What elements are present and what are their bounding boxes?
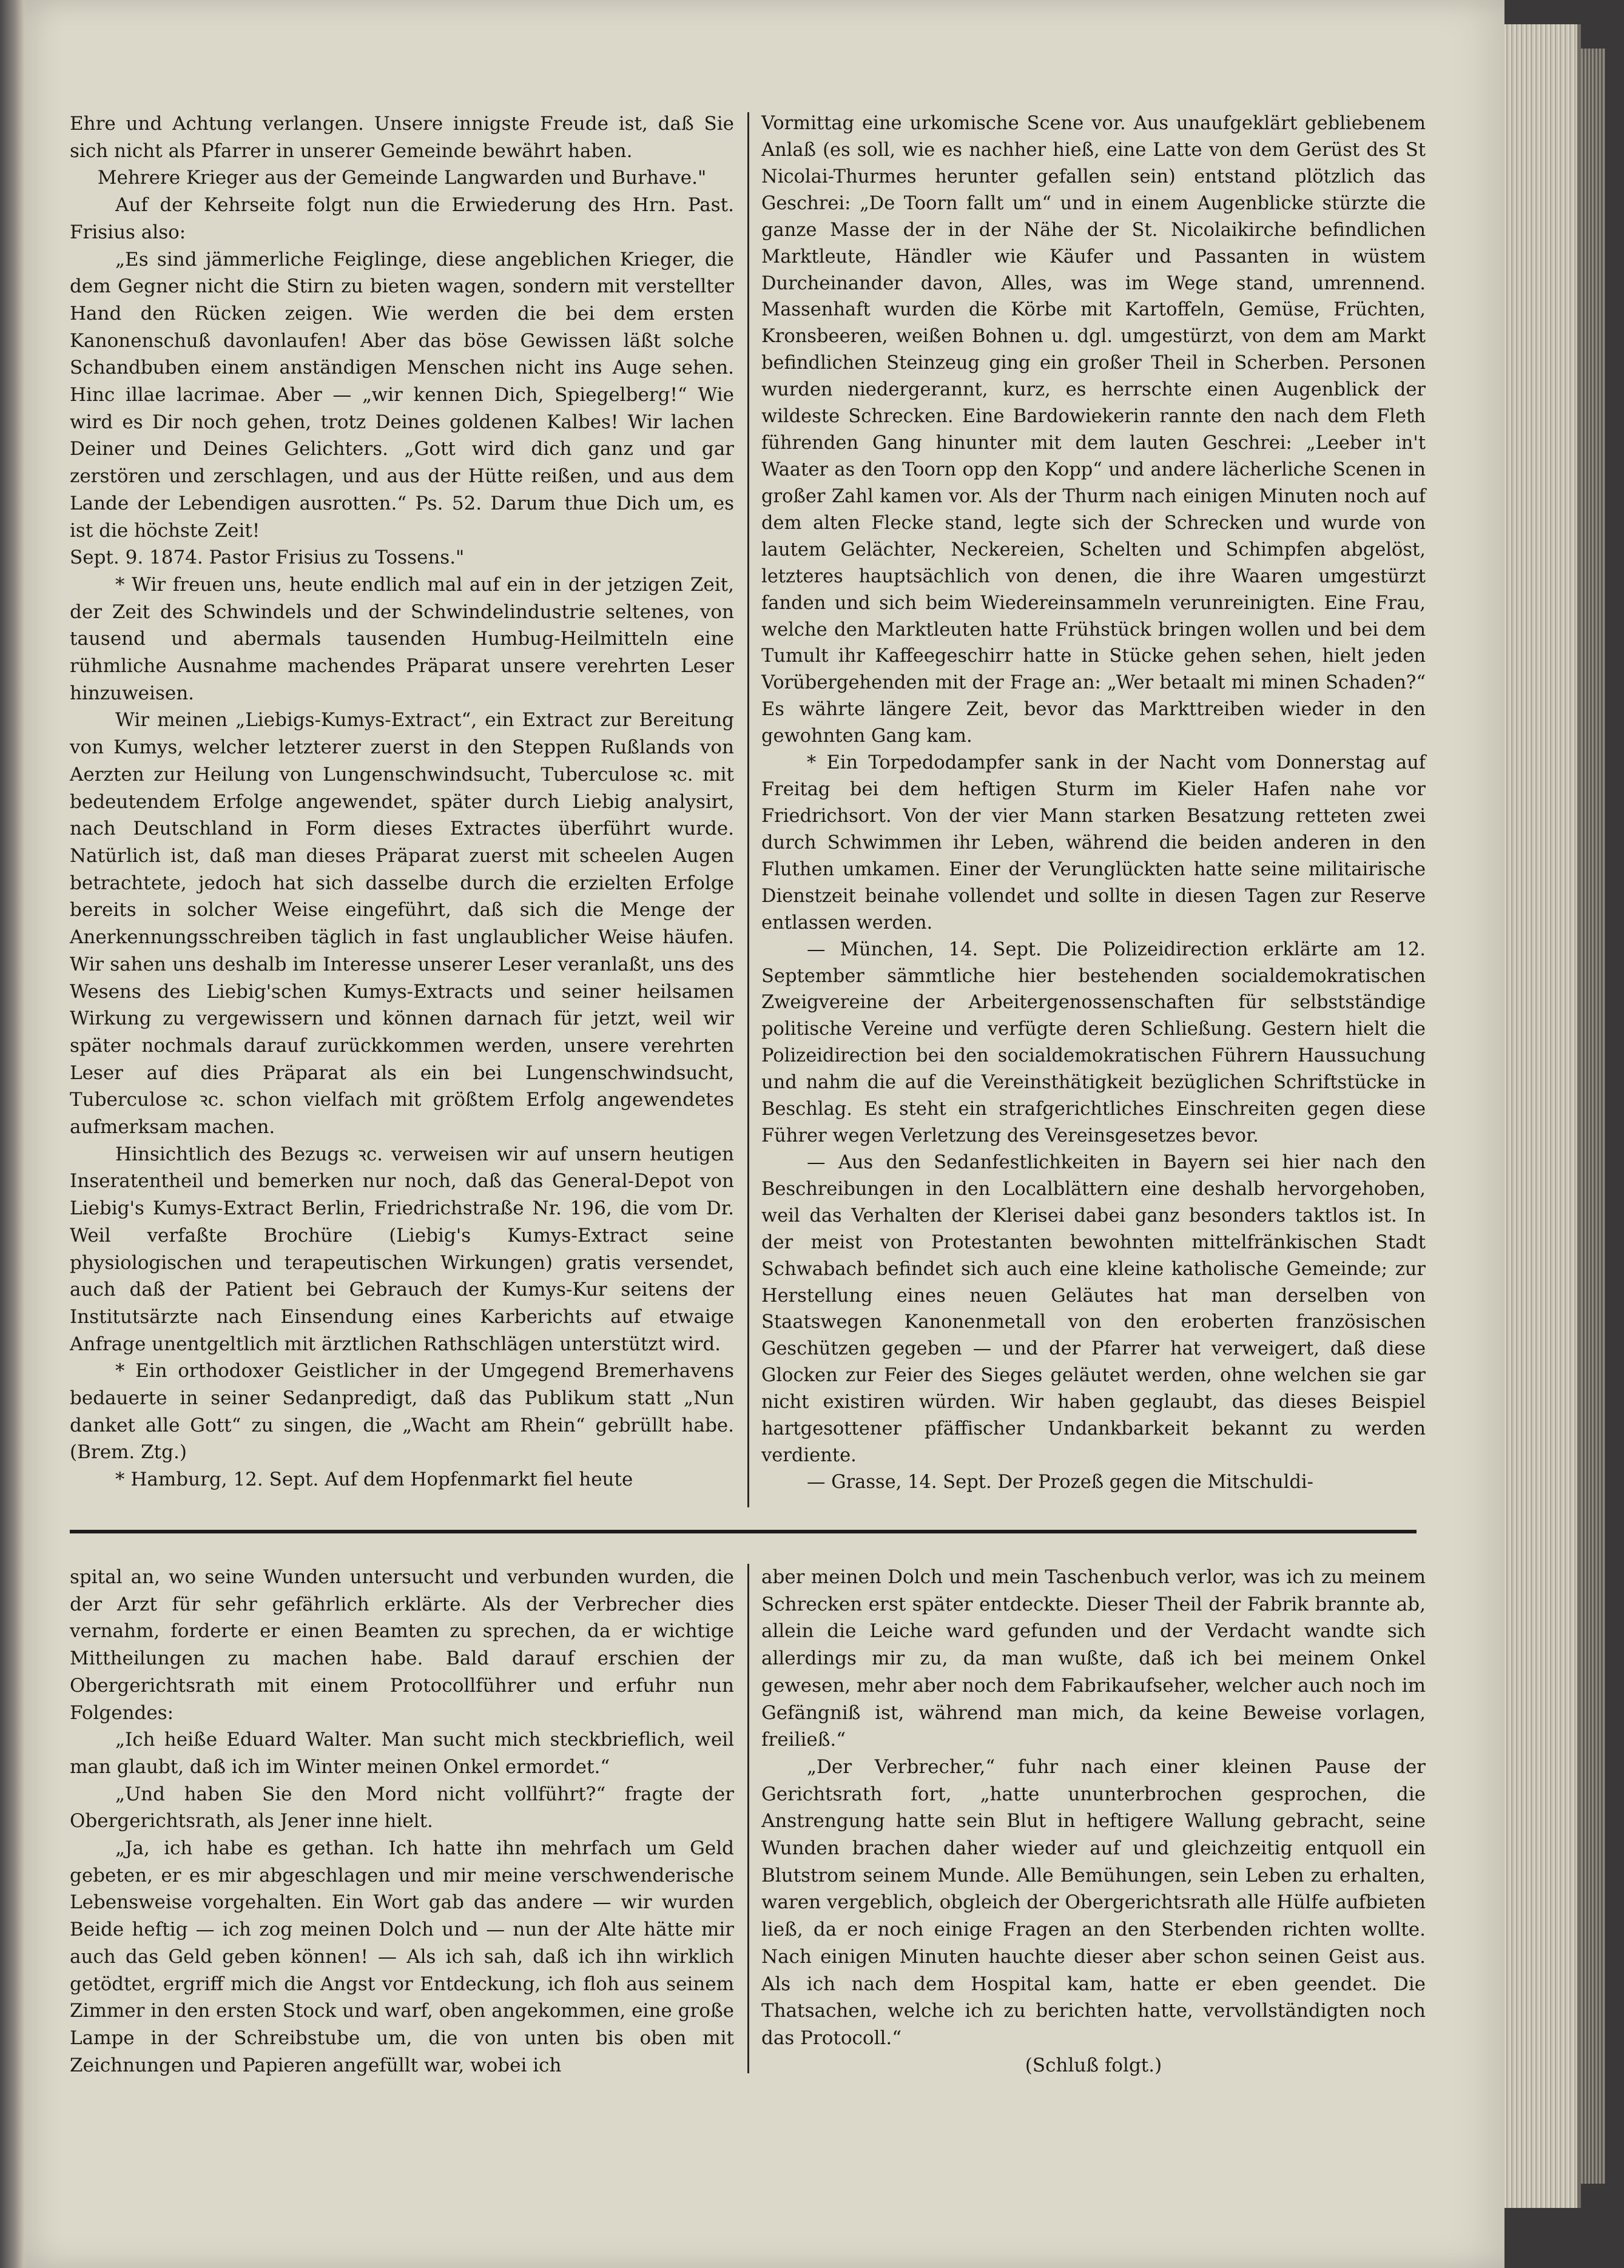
upper-left-paragraph: Hinsichtlich des Bezugs ꝛc. verweisen wir auf unsern heutigen Inseratentheil und bemerken nur noch, daß das General-Depot von Liebig's Kumys-Extract Berlin, Friedrichstraße Nr. 196, die vom Dr. Weil verfaßte Brochüre (Liebig's Kumys-Extract seine physiologischen und terapeutischen Wirkungen) gratis versendet, auch daß der Patient bei Gebrauch der Kumys-Kur seitens der Institutsärzte nach Einsendung eines Karberichts auf etwaige Anfrage unentgeltlich mit ärztlichen Rathschlägen unterstützt wird. bbox=[70, 1143, 734, 1355]
lower-right-paragraph: (Schluß folgt.) bbox=[1025, 2054, 1162, 2076]
upper-left-paragraph: Wir meinen „Liebigs-Kumys-Extract“, ein Extract zur Bereitung von Kumys, welcher letzterer zuerst in den Steppen Rußlands von Aerzten zur Heilung von Lungenschwindsucht, Tuberculose ꝛc. mit bedeutendem Erfolge angewendet, später durch Liebig analysirt, nach Deutschland in Form dieses Extractes überführt wurde. Natürlich ist, daß man dieses Präparat zuerst mit scheelen Augen betrachtete, jedoch hat sich dasselbe durch die erzielten Erfolge bereits in solcher Weise eingeführt, daß sich die Menge der Anerkennungsschreiben täglich in fast unglaublicher Weise häufen. Wir sahen uns deshalb im Interesse unserer Leser veranlaßt, uns des Wesens des Liebig'schen Kumys-Extracts und seiner heilsamen Wirkung zu vergewissern und können darnach für jetzt, weil wir später nochmals darauf zurückkommen werden, unsere verehrten Leser auf dies Präparat als ein bei Lungenschwindsucht, Tuberculose ꝛc. schon vielfach mit größtem Erfolg angewendetes aufmerksam machen. bbox=[70, 709, 734, 1139]
book-gutter bbox=[0, 0, 24, 2268]
upper-left-paragraph: * Wir freuen uns, heute endlich mal auf ein in der jetzigen Zeit, der Zeit des Schwindels und der Schwindelindustrie seltenes, von tausend und abermals tausenden Humbug-Heilmitteln eine rühmliche Ausnahme machendes Präparat unsere verehrten Leser hinzuweisen. bbox=[70, 573, 734, 704]
lower-right-column bbox=[761, 1564, 1426, 2079]
lower-left-paragraph: „Und haben Sie den Mord nicht vollführt?“ fragte der Obergerichtsrath, als Jener inne hielt. bbox=[70, 1783, 734, 1832]
upper-left-column bbox=[70, 110, 734, 1493]
book-cover-edge bbox=[1581, 49, 1605, 2184]
upper-column-divider bbox=[747, 112, 749, 1507]
upper-right-paragraph: — München, 14. Sept. Die Polizeidirection erklärte am 12. September sämmtliche hier bestehenden socialdemokratischen Zweigvereine der Arbeitergenossenschaften für selbstständige politische Vereine und verfügte deren Schließung. Gestern hielt die Polizeidirection bei den socialdemokratischen Führern Haussuchung und nahm die auf die Vereinsthätigkeit bezüglichen Schriftstücke in Beschlag. Es steht ein strafgerichtliches Einschreiten gegen diese Führer wegen Verletzung des Vereinsgesetzes bevor. bbox=[761, 938, 1426, 1147]
upper-right-paragraph: — Aus den Sedanfestlichkeiten in Bayern sei hier nach den Beschreibungen in den Localblättern eine deshalb hervorgehoben, weil das Verhalten der Klerisei dabei ganz besonders taktlos ist. In der meist von Protestanten bewohnten mittelfränkischen Stadt Schwabach befindet sich auch eine kleine katholische Gemeinde; zur Herstellung eines neuen Geläutes hat man derselben von Staatswegen Kanonenmetall von den eroberten französischen Geschützen gegeben — und der Pfarrer hat verweigert, daß diese Glocken zur Feier des Sieges geläutet werden, ohne welchen sie gar nicht existiren würden. Wir haben geglaubt, das dieses Beispiel hartgesottener pfäffischer Undankbarkeit bekannt zu werden verdiente. bbox=[761, 1151, 1426, 1467]
page-edges bbox=[1504, 24, 1581, 2208]
upper-left-paragraph: Ehre und Achtung verlangen. Unsere innigste Freude ist, daß Sie sich nicht als Pfarrer in unserer Gemeinde bewährt haben. bbox=[70, 113, 734, 162]
upper-right-column bbox=[761, 110, 1426, 1496]
upper-left-paragraph: Sept. 9. 1874. Pastor Frisius zu Tossens." bbox=[70, 547, 465, 569]
upper-right-paragraph: * Ein Torpedodampfer sank in der Nacht vom Donnerstag auf Freitag bei dem heftigen Sturm im Kieler Hafen nahe vor Friedrichsort. Von der vier Mann starken Besatzung retteten zwei durch Schwimmen ihr Leben, während die beiden anderen in den Fluthen umkamen. Einer der Verunglückten hatte seine militairische Dienstzeit beinahe vollendet und sollte in diesen Tagen zur Reserve entlassen werden. bbox=[761, 752, 1426, 934]
upper-left-paragraph: Mehrere Krieger aus der Gemeinde Langwarden und Burhave." bbox=[97, 167, 707, 189]
upper-left-paragraph: „Es sind jämmerliche Feiglinge, diese angeblichen Krieger, die dem Gegner nicht die Stirn zu bieten wagen, sondern mit verstellter Hand den Rücken zeigen. Wie werden die bei dem ersten Kanonenschuß davonlaufen! Aber das böse Gewissen läßt solche Schandbuben einem anständigen Menschen nicht ins Auge sehen. Hinc illae lacrimae. Aber — „wir kennen Dich, Spiegelberg!“ Wie wird es Dir noch gehen, trotz Deines goldenen Kalbes! Wir lachen Deiner und Deines Gelichters. „Gott wird dich ganz und gar zerstören und zerschlagen, und aus der Hütte reißen, und aus dem Lande der Lebendigen ausrotten.“ Ps. 52. Darum thue Dich um, es ist die höchste Zeit! bbox=[70, 248, 734, 542]
lower-left-column bbox=[70, 1564, 734, 2079]
upper-left-paragraph: * Ein orthodoxer Geistlicher in der Umgegend Bremerhavens bedauerte in seiner Sedanpredigt, daß das Publikum statt „Nun danket alle Gott“ zu singen, die „Wacht am Rhein“ gebrüllt habe. (Brem. Ztg.) bbox=[70, 1360, 734, 1464]
upper-right-paragraph: — Grasse, 14. Sept. Der Prozeß gegen die Mitschuldi- bbox=[807, 1472, 1313, 1493]
upper-left-paragraph: Auf der Kehrseite folgt nun die Erwiederung des Hrn. Past. Frisius also: bbox=[70, 194, 734, 243]
lower-right-paragraph: aber meinen Dolch und mein Taschenbuch verlor, was ich zu meinem Schrecken erst später entdeckte. Dieser Theil der Fabrik brannte ab, allein die Leiche ward gefunden und der Verdacht wandte sich allerdings mir zu, da man wußte, daß ich bei meinem Onkel gewesen, mehr aber noch dem Fabrikaufseher, welcher auch noch im Gefängniß ist, während man mich, da keine Beweise vorlagen, freiließ.“ bbox=[761, 1566, 1426, 1751]
lower-right-paragraph: „Der Verbrecher,“ fuhr nach einer kleinen Pause der Gerichtsrath fort, „hatte ununterbrochen gesprochen, die Anstrengung hatte sein Blut in heftigere Wallung gebracht, seine Wunden brachen daher wieder auf und gleichzeitig entquoll ein Blutstrom seinem Munde. Alle Bemühungen, sein Leben zu erhalten, waren vergeblich, obgleich der Obergerichtsrath alle Hülfe aufbieten ließ, da er noch einige Fragen an den Sterbenden richten wollte. Nach einigen Minuten hauchte dieser aber schon seinen Geist aus. Als ich nach dem Hospital kam, hatte er eben geendet. Die Thatsachen, welche ich zu berichten hatte, vervollständigten noch das Protocoll.“ bbox=[761, 1755, 1426, 2049]
lower-column-divider bbox=[747, 1564, 749, 2073]
section-separator-rule bbox=[70, 1530, 1417, 1533]
lower-left-paragraph: spital an, wo seine Wunden untersucht und verbunden wurden, die der Arzt für sehr gefährlich erklärte. Als der Verbrecher dies vernahm, forderte er einen Beamten zu sprechen, da er wichtige Mittheilungen zu machen habe. Bald darauf erschien der Obergerichtsrath mit einem Protocollführer und erfuhr nun Folgendes: bbox=[70, 1566, 734, 1724]
lower-left-paragraph: „Ja, ich habe es gethan. Ich hatte ihn mehrfach um Geld gebeten, er es mir abgeschlagen und mir meine verschwenderische Lebensweise vorgehalten. Ein Wort gab das andere — wir wurden Beide heftig — ich zog meinen Dolch und — nun der Alte hätte mir auch das Geld geben können! — Als ich sah, daß ich ihn wirklich getödtet, ergriff mich die Angst vor Entdeckung, ich floh aus seinem Zimmer in den ersten Stock und warf, oben angekommen, eine große Lampe in der Schreibstube um, die von unten bis oben mit Zeichnungen und Papieren angefüllt war, wobei ich bbox=[70, 1837, 734, 2076]
upper-left-paragraph: * Hamburg, 12. Sept. Auf dem Hopfenmarkt fiel heute bbox=[115, 1469, 633, 1491]
lower-left-paragraph: „Ich heiße Eduard Walter. Man sucht mich steckbrieflich, weil man glaubt, daß ich im Winter meinen Onkel ermordet.“ bbox=[70, 1729, 734, 1778]
upper-right-paragraph: Vormittag eine urkomische Scene vor. Aus unaufgeklärt gebliebenem Anlaß (es soll, wie es nachher hieß, eine Latte von dem Gerüst des St Nicolai-Thurmes herunter gefallen sein) entstand plötzlich das Geschrei: „De Toorn fallt um“ und in einem Augenblicke stürzte die ganze Masse der in der Nähe der St. Nicolaikirche befindlichen Marktleute, Händler wie Käufer und Passanten in wüstem Durcheinander davon, Alles, was im Wege stand, umrennend. Massenhaft wurden die Körbe mit Kartoffeln, Gemüse, Früchten, Kronsbeeren, weißen Bohnen u. dgl. umgestürzt, von dem am Markt befindlichen Steinzeug ging ein großer Theil in Scherben. Personen wurden niedergerannt, kurz, es herrschte einen Augenblick der wildeste Schrecken. Eine Bardowiekerin rannte den nach dem Fleth führenden Gang hinunter mit dem lauten Geschrei: „Leeber in't Waater as den Toorn opp den Kopp“ und andere lächerliche Scenen in großer Zahl kamen vor. Als der Thurm nach einigen Minuten noch auf dem alten Flecke stand, legte sich der Schrecken und wurde von lautem Gelächter, Neckereien, Schelten und Schimpfen abgelöst, letzteres hauptsächlich von denen, die ihre Waaren umgestürzt fanden und sich beim Wiedereinsammeln verunreinigten. Eine Frau, welche den Marktleuten hatte Frühstück bringen wollen und bei dem Tumult ihr Kaffeegeschirr hatte in Stücke gehen sehen, hielt jeden Vorübergehenden mit der Frage an: „Wer betaalt mi minen Schaden?“ Es währte längere Zeit, bevor das Markttreiben wieder in den gewohnten Gang kam. bbox=[761, 113, 1426, 747]
